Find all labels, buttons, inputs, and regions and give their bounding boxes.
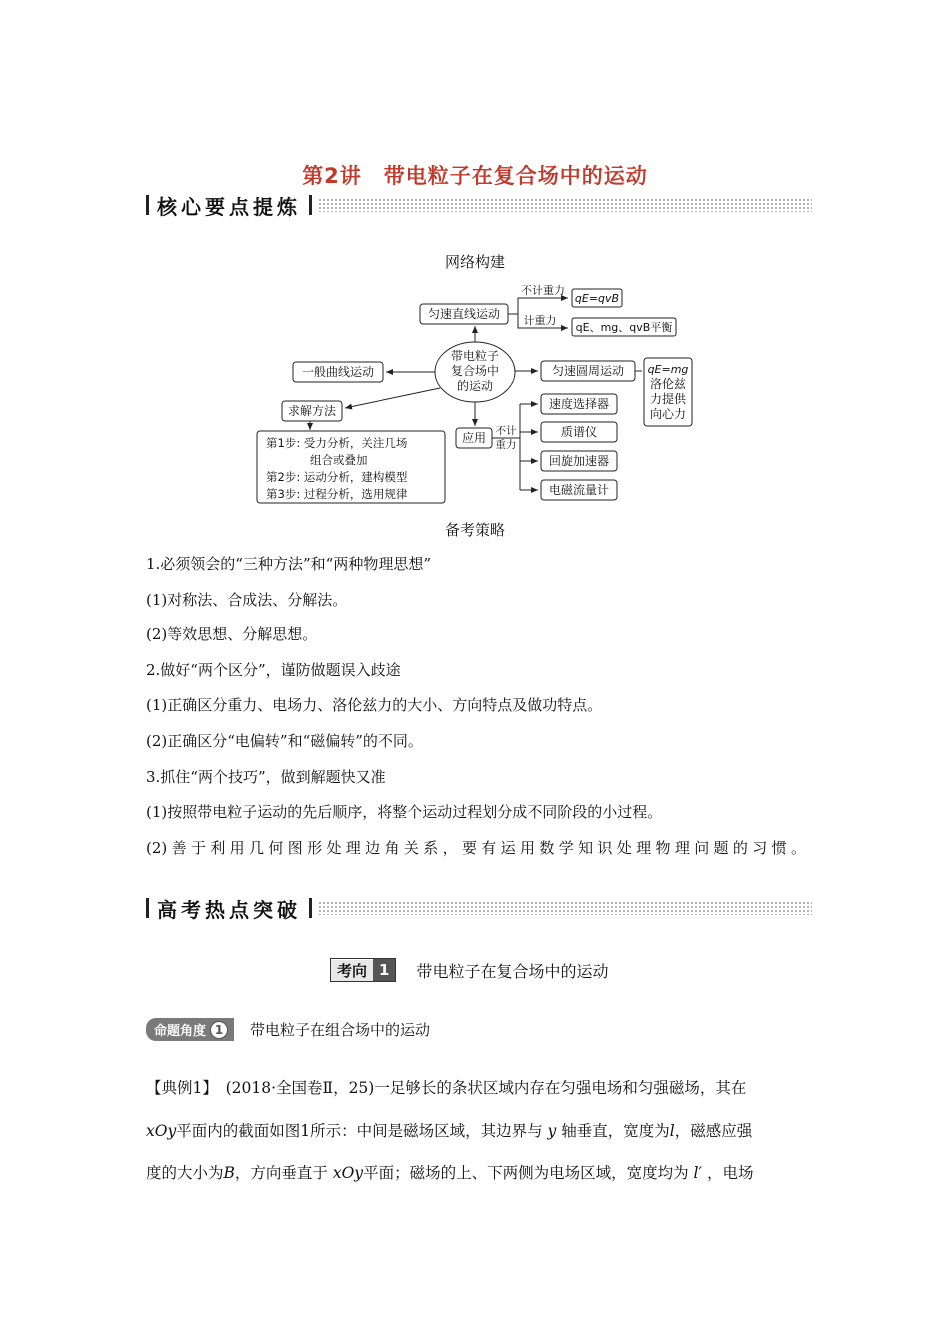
strategy-line: (2)正确区分“电偏转”和“磁偏转”的不同。 [146, 732, 423, 750]
application-label: 应用 [461, 431, 487, 445]
mingti-label: 命题角度 [154, 1024, 207, 1039]
step-line-2: 组合或叠加 [310, 453, 368, 467]
text-run: ，电场 [706, 1164, 754, 1182]
mingti-text: 带电粒子在组合场中的运动 [250, 1021, 431, 1039]
section-bar-right [309, 898, 312, 918]
strategy-line: (1)按照带电粒子运动的先后顺序，将整个运动过程划分成不同阶段的小过程。 [146, 803, 663, 821]
example-line-2 [146, 1121, 752, 1141]
app-label-2: 质谱仪 [560, 425, 598, 439]
circular-cond-3: 力提供 [649, 392, 687, 406]
kaoxiang-text: 带电粒子在复合场中的运动 [416, 961, 609, 981]
section-header-hot [146, 893, 812, 923]
symbol-xoy: xOy [332, 1164, 364, 1182]
symbol-b: B [223, 1164, 235, 1182]
strategy-line: (2)等效思想、分解思想。 [146, 625, 318, 643]
app-label-3: 回旋加速器 [548, 454, 610, 468]
section-bar-right [309, 195, 312, 215]
strategy-line: (1)对称法、合成法、分解法。 [146, 591, 348, 609]
no-gravity-app-1: 不计 [495, 425, 517, 437]
center-label-2: 复合场中 [450, 364, 500, 378]
section-dots [318, 901, 812, 915]
mingti-heading [146, 1018, 430, 1041]
text-run: 平面内的截面如图1所示：中间是磁场区域，其边界与 [176, 1122, 543, 1140]
concept-diagram [250, 280, 710, 510]
center-label-3: 的运动 [456, 379, 494, 393]
text-run: ，磁感应强 [674, 1122, 753, 1140]
app-label-1: 速度选择器 [548, 397, 610, 411]
strategy-line: (2)善于利用几何图形处理边角关系，要有运用数学知识处理物理问题的习惯。 [146, 839, 806, 857]
mingti-num: 1 [210, 1021, 228, 1039]
section-header-core [146, 190, 812, 220]
circular-cond-1: qE=mg [647, 363, 689, 376]
no-gravity-top-label: 不计重力 [521, 284, 565, 297]
with-gravity-label: 计重力 [523, 314, 557, 327]
section-dots [318, 198, 812, 212]
section-title-core: 核心要点提炼 [157, 194, 301, 219]
symbol-l-prime: l′ [693, 1164, 703, 1182]
step-line-1: 第1步: 受力分析，关注几场 [266, 436, 408, 450]
uniform-circular-label: 匀速圆周运动 [551, 364, 625, 378]
link-linear-branch [508, 298, 568, 314]
text-run: 度的大小为 [146, 1164, 224, 1182]
kaoxiang-num: 1 [373, 959, 395, 981]
link-center-solve [345, 388, 440, 408]
example-line-1: 【典例1】 (2018·全国卷Ⅱ，25)一足够长的条状区域内存在匀强电场和匀强磁场，其在 [146, 1079, 747, 1097]
mingti-badge [146, 1018, 234, 1041]
balance2-label: qE、mg、qvB平衡 [575, 321, 673, 334]
section-title-hot: 高考热点突破 [157, 897, 301, 922]
circular-cond-4: 向心力 [649, 407, 687, 421]
text-run: 平面；磁场的上、下两侧为电场区域，宽度均为 [363, 1164, 689, 1182]
text-run: 轴垂直，宽度为 [561, 1122, 670, 1140]
kaoxiang-badge [330, 958, 396, 982]
strategy-line: 2.做好“两个区分”，谨防做题误入歧途 [146, 661, 401, 679]
network-caption: 网络构建 [444, 253, 505, 271]
kaoxiang-label: 考向 [331, 960, 373, 981]
center-label-1: 带电粒子 [450, 349, 500, 363]
strategy-caption: 备考策略 [444, 521, 505, 539]
step-line-4: 第3步: 过程分析，选用规律 [266, 487, 408, 501]
general-curve-label: 一般曲线运动 [301, 365, 375, 379]
symbol-l: l [669, 1122, 675, 1140]
strategy-line: 3.抓住“两个技巧”，做到解题快又准 [146, 768, 386, 786]
example-line-3 [146, 1163, 753, 1183]
strategy-line: 1.必须领会的“三种方法”和“两种物理思想” [146, 555, 431, 573]
balance1-label: qE=qvB [574, 292, 620, 305]
strategy-line: (1)正确区分重力、电场力、洛伦兹力的大小、方向特点及做功特点。 [146, 696, 603, 714]
app-label-4: 电磁流量计 [548, 483, 610, 497]
symbol-y: y [547, 1122, 557, 1140]
solve-method-label: 求解方法 [287, 404, 337, 418]
uniform-linear-label: 匀速直线运动 [427, 307, 501, 321]
page-title: 第2讲 带电粒子在复合场中的运动 [302, 164, 648, 188]
step-line-3: 第2步: 运动分析，建构模型 [266, 470, 408, 484]
circular-cond-2: 洛伦兹 [649, 377, 687, 391]
text-run: ，方向垂直于 [234, 1164, 328, 1182]
no-gravity-app-2: 重力 [495, 439, 517, 451]
kaoxiang-heading [330, 958, 608, 982]
symbol-xoy: xOy [146, 1122, 177, 1140]
